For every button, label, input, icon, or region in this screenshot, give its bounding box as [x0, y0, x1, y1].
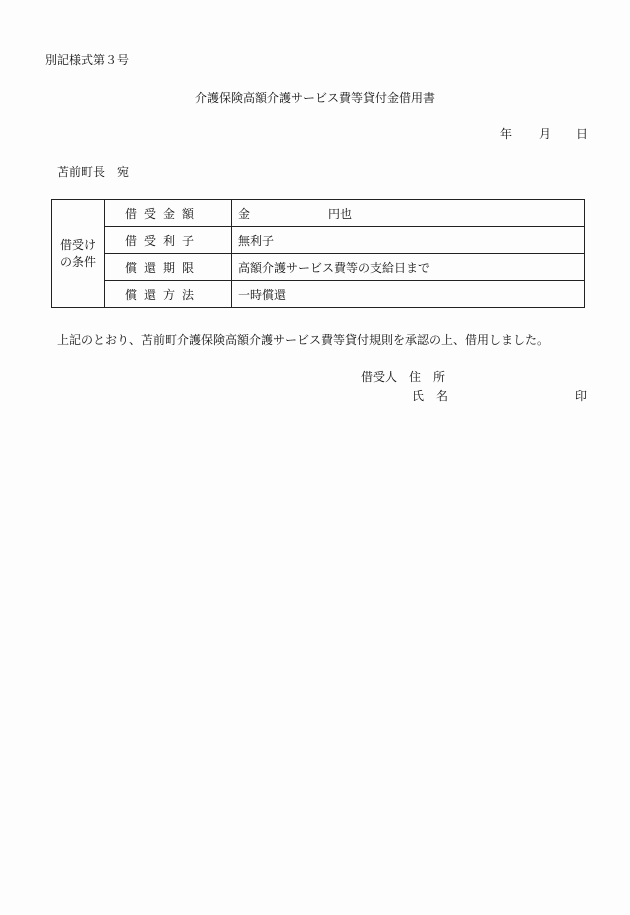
loan-amount-value [232, 200, 585, 227]
seal-label: 印 [575, 389, 588, 403]
loan-amount-label: 借受金額 [105, 200, 232, 227]
date-day-label: 日 [576, 127, 589, 141]
loan-amount-suffix: 円也 [328, 206, 353, 221]
loan-interest-value: 無利子 [232, 227, 585, 254]
borrower-address-label: 借受人 住 所 [361, 370, 446, 384]
addressee: 苫前町長 宛 [57, 165, 130, 179]
date-year-label: 年 [500, 127, 513, 141]
table-row [52, 254, 585, 281]
form-number: 別記様式第３号 [45, 53, 130, 67]
loan-conditions-label [52, 200, 105, 308]
document-title: 介護保険高額介護サービス費等貸付金借用書 [194, 91, 435, 105]
loan-conditions-label-line1: 借受け [59, 237, 96, 252]
repayment-method-label: 償還方法 [105, 281, 232, 308]
table-row [52, 200, 585, 227]
borrower-name-label: 氏 名 [412, 389, 449, 403]
repayment-deadline-label: 償還期限 [105, 254, 232, 281]
table-row [52, 227, 585, 254]
loan-interest-label: 借受利子 [105, 227, 232, 254]
repayment-deadline-value: 高額介護サービス費等の支給日まで [232, 254, 585, 281]
repayment-method-value: 一時償還 [232, 281, 585, 308]
date-month-label: 月 [539, 127, 552, 141]
table-row [52, 281, 585, 308]
loan-amount-prefix: 金 [238, 206, 251, 221]
loan-conditions-label-line2: の条件 [59, 254, 96, 269]
loan-terms-table [51, 199, 585, 308]
agreement-statement: 上記のとおり、苫前町介護保険高額介護サービス費等貸付規則を承認の上、借用しました。 [57, 333, 550, 347]
